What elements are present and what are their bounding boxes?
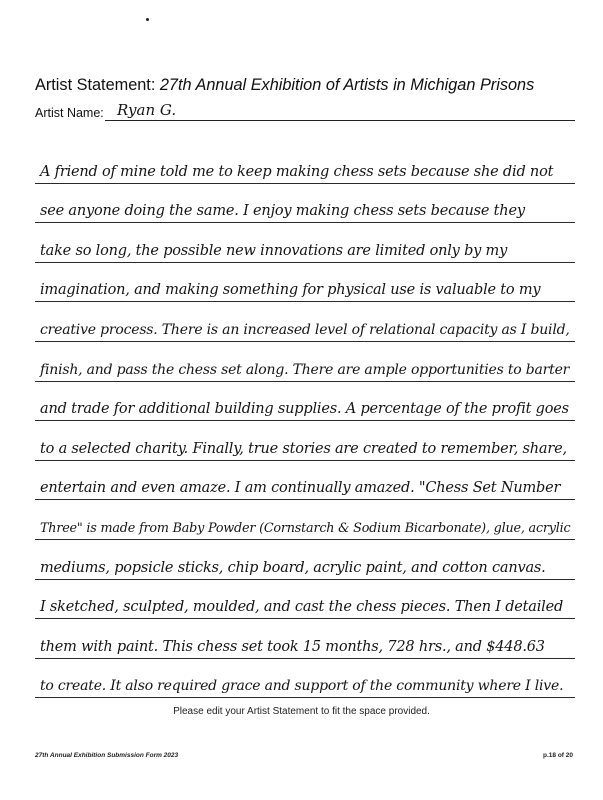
statement-line xyxy=(35,540,575,580)
statement-line xyxy=(35,223,575,263)
statement-line xyxy=(35,461,575,501)
statement-line-text: finish, and pass the chess set along. There are ample opportunities to barter xyxy=(40,361,570,378)
statement-line xyxy=(35,263,575,303)
artist-name-handwritten: Ryan G. xyxy=(117,101,177,119)
statement-line xyxy=(35,500,575,540)
artist-name-row xyxy=(35,102,575,124)
statement-line xyxy=(35,580,575,620)
statement-line-text: Three" is made from Baby Powder (Cornstarch & Sodium Bicarbonate), glue, acrylic xyxy=(40,520,571,536)
statement-line-text: and trade for additional building supplies. A percentage of the profit goes xyxy=(40,401,569,418)
statement-line xyxy=(35,421,575,461)
statement-line xyxy=(35,302,575,342)
stray-mark xyxy=(146,18,149,21)
statement-line xyxy=(35,144,575,184)
title-exhibition: 27th Annual Exhibition of Artists in Michigan Prisons xyxy=(159,76,535,94)
statement-line-text: take so long, the possible new innovations are limited only by my xyxy=(40,242,508,259)
statement-body xyxy=(35,144,575,698)
statement-line-text: see anyone doing the same. I enjoy making chess sets because they xyxy=(40,203,525,220)
statement-line-text: I sketched, sculpted, moulded, and cast the chess pieces. Then I detailed xyxy=(40,599,564,616)
artist-name-label: Artist Name: xyxy=(35,106,104,120)
statement-line-text: them with paint. This chess set took 15 months, 728 hrs., and $448.63 xyxy=(40,638,545,655)
statement-line xyxy=(35,342,575,382)
statement-line xyxy=(35,184,575,224)
statement-line-text: to create. It also required grace and support of the community where I live. xyxy=(40,678,564,695)
statement-instruction: Please edit your Artist Statement to fit the space provided. xyxy=(173,706,430,717)
statement-line-text: creative process. There is an increased level of relational capacity as I build, xyxy=(40,321,570,338)
statement-line-text: A friend of mine told me to keep making chess sets because she did not xyxy=(40,163,554,180)
statement-line-text: entertain and even amaze. I am continually amazed. "Chess Set Number xyxy=(40,480,561,497)
page-number: p.18 of 20 xyxy=(543,752,573,759)
page-title xyxy=(35,76,595,95)
statement-line xyxy=(35,382,575,422)
statement-line-text: mediums, popsicle sticks, chip board, acrylic paint, and cotton canvas. xyxy=(40,559,546,576)
artist-name-underline xyxy=(105,120,575,121)
statement-line xyxy=(35,619,575,659)
form-label: 27th Annual Exhibition Submission Form 2023 xyxy=(35,752,179,759)
statement-line-text: to a selected charity. Finally, true stories are created to remember, share, xyxy=(40,440,567,457)
statement-line-text: imagination, and making something for physical use is valuable to my xyxy=(40,282,541,299)
statement-line xyxy=(35,659,575,699)
title-prefix: Artist Statement: xyxy=(35,76,160,94)
